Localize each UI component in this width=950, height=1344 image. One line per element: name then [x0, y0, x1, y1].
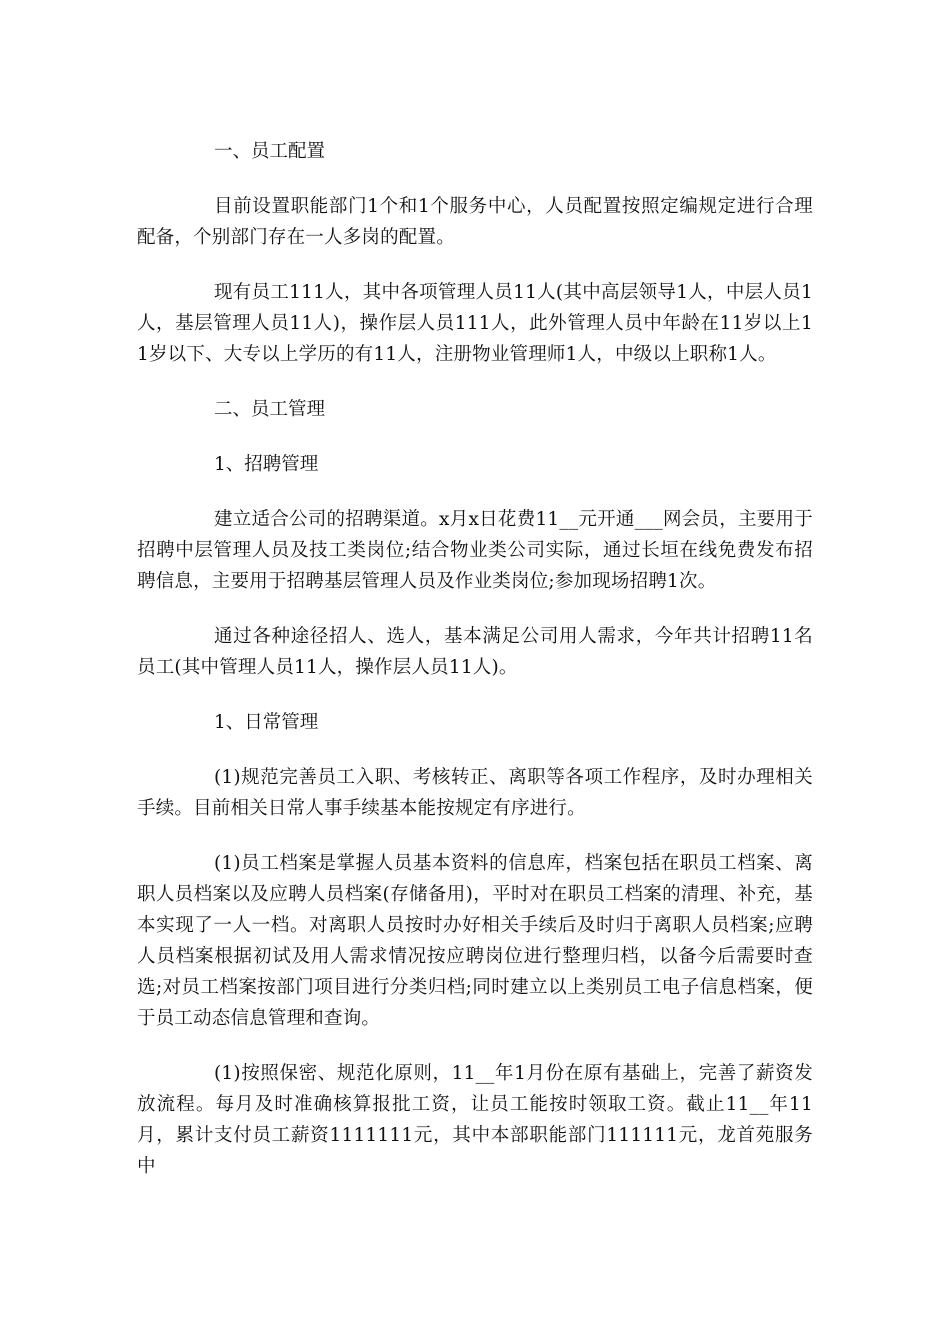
section-heading-staff-allocation: 一、员工配置	[214, 141, 326, 162]
paragraph-procedures: (1)规范完善员工入职、考核转正、离职等各项工作程序，及时办理相关手续。目前相关日常人事手续基本能按规定有序进行。	[137, 767, 813, 819]
section-heading-staff-management: 二、员工管理	[214, 399, 326, 420]
paragraph-staff-count: 现有员工111人，其中各项管理人员11人(其中高层领导1人，中层人员1人，基层管理人员11人)，操作层人员111人，此外管理人员中年龄在11岁以上11岁以下、大专以上学历的有11人，注册物业管理师1人，中级以上职称1人。	[137, 282, 813, 365]
paragraph-recruitment-result: 通过各种途径招人、选人，基本满足公司用人需求，今年共计招聘11名员工(其中管理人员11人，操作层人员11人)。	[137, 626, 813, 678]
document-body	[137, 136, 813, 1182]
subheading-recruitment: 1、招聘管理	[214, 454, 319, 475]
paragraph-recruitment-channels: 建立适合公司的招聘渠道。x月x日花费11__元开通___网会员，主要用于招聘中层管理人员及技工类岗位;结合物业类公司实际，通过长垣在线免费发布招聘信息，主要用于招聘基层管理人员及作业类岗位;参加现场招聘1次。	[137, 509, 813, 592]
subheading-daily-management: 1、日常管理	[214, 712, 319, 733]
paragraph-archives: (1)员工档案是掌握人员基本资料的信息库，档案包括在职员工档案、离职人员档案以及应聘人员档案(存储备用)，平时对在职员工档案的清理、补充，基本实现了一人一档。对离职人员按时办好相关手续后及时归于离职人员档案;应聘人员档案根据初试及用人需求情况按应聘岗位进行整理归档，以备今后需要时查选;对员工档案按部门项目进行分类归档;同时建立以上类别员工电子信息档案，便于员工动态信息管理和查询。	[137, 853, 813, 1029]
paragraph-department-setup: 目前设置职能部门1个和1个服务中心，人员配置按照定编规定进行合理配备，个别部门存在一人多岗的配置。	[137, 196, 813, 248]
paragraph-salary: (1)按照保密、规范化原则，11__年1月份在原有基础上，完善了薪资发放流程。每月及时准确核算报批工资，让员工能按时领取工资。截止11__年11月，累计支付员工薪资1111111元，其中本部职能部门111111元，龙首苑服务中	[137, 1063, 813, 1177]
